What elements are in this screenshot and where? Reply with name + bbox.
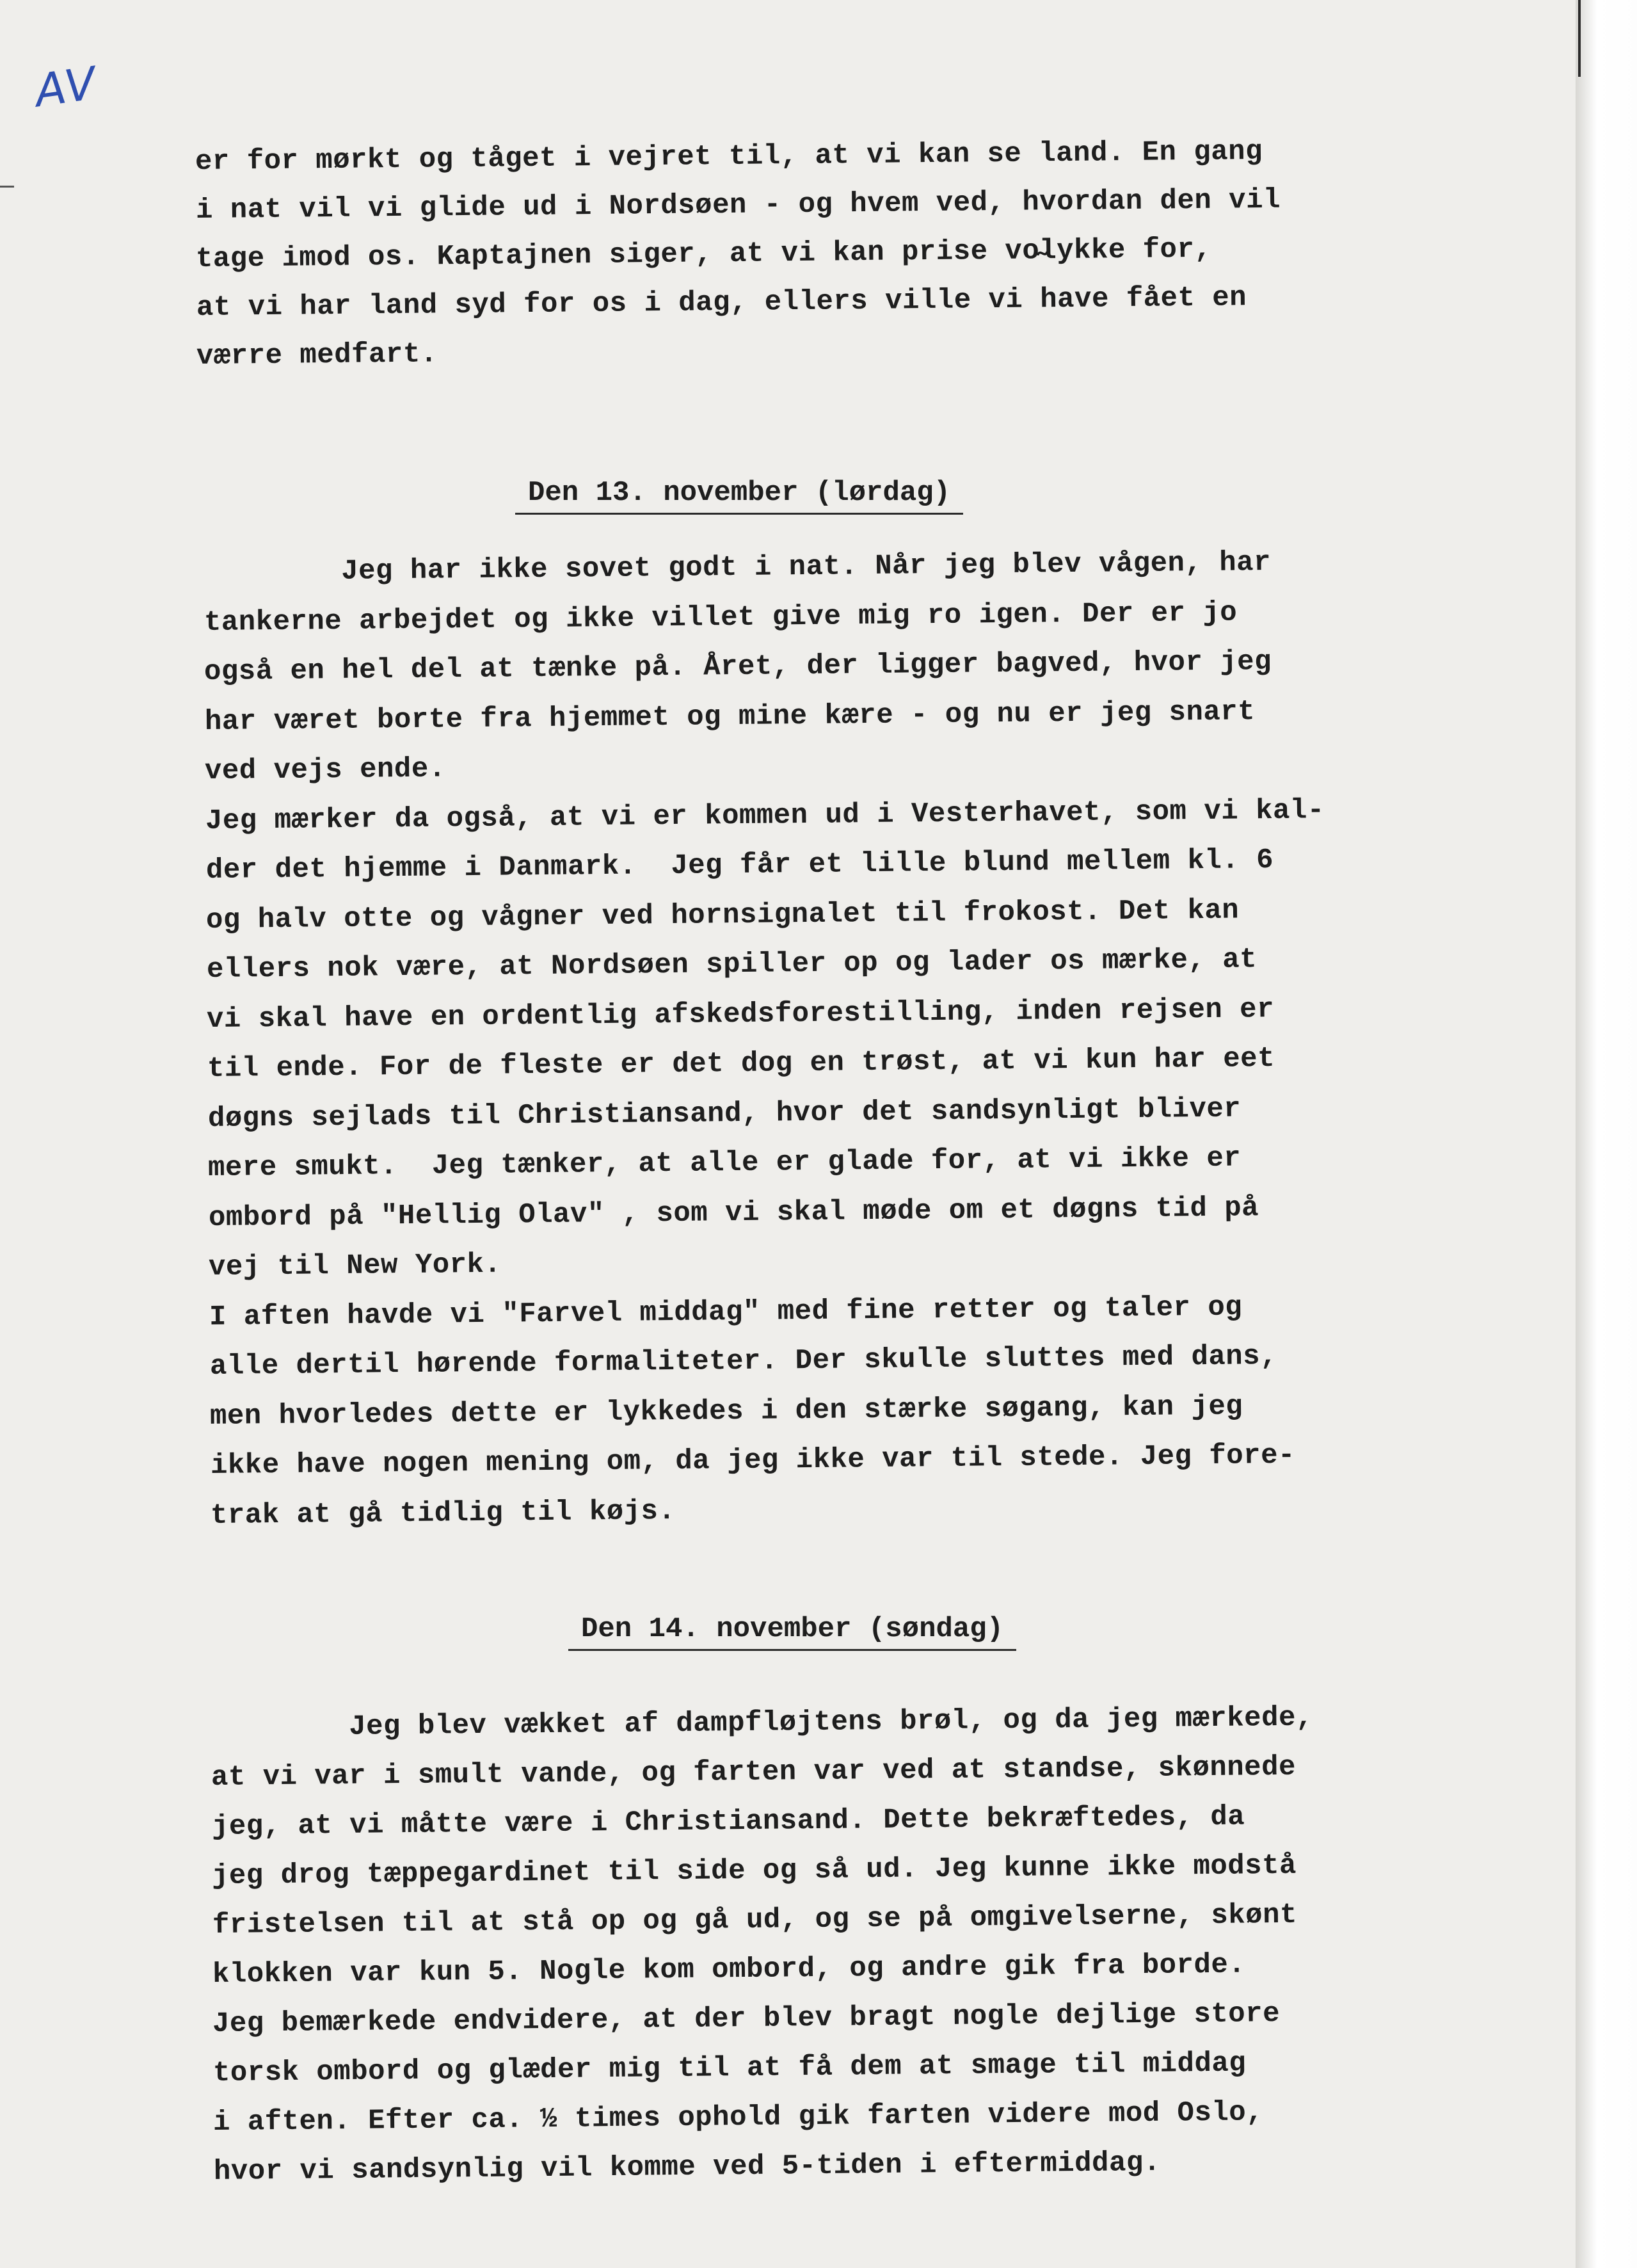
text-line: at vi har land syd for os i dag, ellers ville vi have fået en — [196, 282, 1247, 324]
text-line: vej til New York. — [209, 1248, 502, 1283]
text-line: jeg, at vi måtte være i Christiansand. Dette bekræftedes, da — [211, 1801, 1245, 1843]
text-line: til ende. For de fleste er det dog en trøst, at vi kun har eet — [207, 1042, 1275, 1085]
text-line: torsk ombord og glæder mig til at få dem at smage til middag — [212, 2047, 1247, 2089]
text-line: i aften. Efter ca. ½ times ophold gik farten videre mod Oslo, — [212, 2096, 1264, 2139]
text-line: Jeg har ikke sovet godt i nat. Når jeg blev vågen, har — [203, 546, 1272, 589]
margin-tick — [0, 186, 14, 188]
text-line: I aften havde vi "Farvel middag" med fine retter og taler og — [209, 1291, 1243, 1333]
text-line: ombord på "Hellig Olav" , som vi skal møde om et døgns tid på — [208, 1191, 1259, 1234]
text-line: ved vejs ende. — [205, 753, 447, 787]
text-line: ellers nok være, at Nordsøen spiller op og lader os mærke, at — [206, 944, 1258, 986]
text-line: tage imod os. Kaptajnen siger, at vi kan prise vo̴lykke for, — [195, 233, 1212, 275]
text-line: men hvorledes dette er lykkedes i den stærke søgang, kan jeg — [209, 1390, 1243, 1433]
text-line: mere smukt. Jeg tænker, at alle er glade for, at vi ikke er — [207, 1142, 1242, 1184]
text-line: tankerne arbejdet og ikke villet give mig ro igen. Der er jo — [204, 597, 1238, 639]
page-edge-mark — [1578, 0, 1581, 77]
text-line: jeg drog tæppegardinet til side og så ud. Jeg kunne ikke modstå — [211, 1849, 1297, 1892]
text-line: Jeg mærker da også, at vi er kommen ud i Vesterhavet, som vi kal- — [205, 794, 1325, 837]
text-line: vi skal have en ordentlig afskedsforestilling, inden rejsen er — [207, 993, 1275, 1036]
text-line: der det hjemme i Danmark. Jeg får et lille blund mellem kl. 6 — [205, 844, 1274, 887]
text-line: alle dertil hørende formaliteter. Der skulle sluttes med dans, — [209, 1340, 1277, 1383]
heading-14-november: Den 14. november (søndag) — [568, 1613, 1016, 1651]
page-edge — [1576, 0, 1637, 2268]
handwritten-annotation: AV — [31, 56, 100, 118]
text-line: og halv otte og vågner ved hornsignalet til frokost. Det kan — [205, 894, 1240, 937]
text-line: Jeg bemærkede endvidere, at der blev bragt nogle dejlige store — [212, 1997, 1281, 2040]
text-line: er for mørkt og tåget i vejret til, at vi kan se land. En gang — [195, 135, 1263, 178]
text-line: fristelsen til at stå op og gå ud, og se på omgivelserne, skønt — [212, 1899, 1297, 1942]
text-line: ikke have nogen mening om, da jeg ikke var til stede. Jeg fore- — [210, 1439, 1295, 1482]
text-line: trak at gå tidlig til køjs. — [211, 1495, 676, 1532]
heading-13-november: Den 13. november (lørdag) — [515, 477, 963, 515]
text-line: hvor vi sandsynlig vil komme ved 5-tiden i eftermiddag. — [213, 2146, 1161, 2188]
text-line: klokken var kun 5. Nogle kom ombord, og andre gik fra borde. — [212, 1949, 1246, 1991]
text-line: at vi var i smult vande, og farten var ved at standse, skønnede — [211, 1751, 1297, 1794]
text-line: har været borte fra hjemmet og mine kære - og nu er jeg snart — [204, 695, 1256, 738]
text-line: Jeg blev vækket af dampfløjtens brøl, og da jeg mærkede, — [211, 1701, 1314, 1744]
text-line: døgns sejlads til Christiansand, hvor det sandsynligt bliver — [207, 1093, 1242, 1135]
text-line: også en hel del at tænke på. Året, der ligger bagved, hvor jeg — [204, 645, 1272, 688]
text-line: i nat vil vi glide ud i Nordsøen - og hvem ved, hvordan den vil — [195, 184, 1281, 227]
text-line: værre medfart. — [196, 338, 438, 373]
